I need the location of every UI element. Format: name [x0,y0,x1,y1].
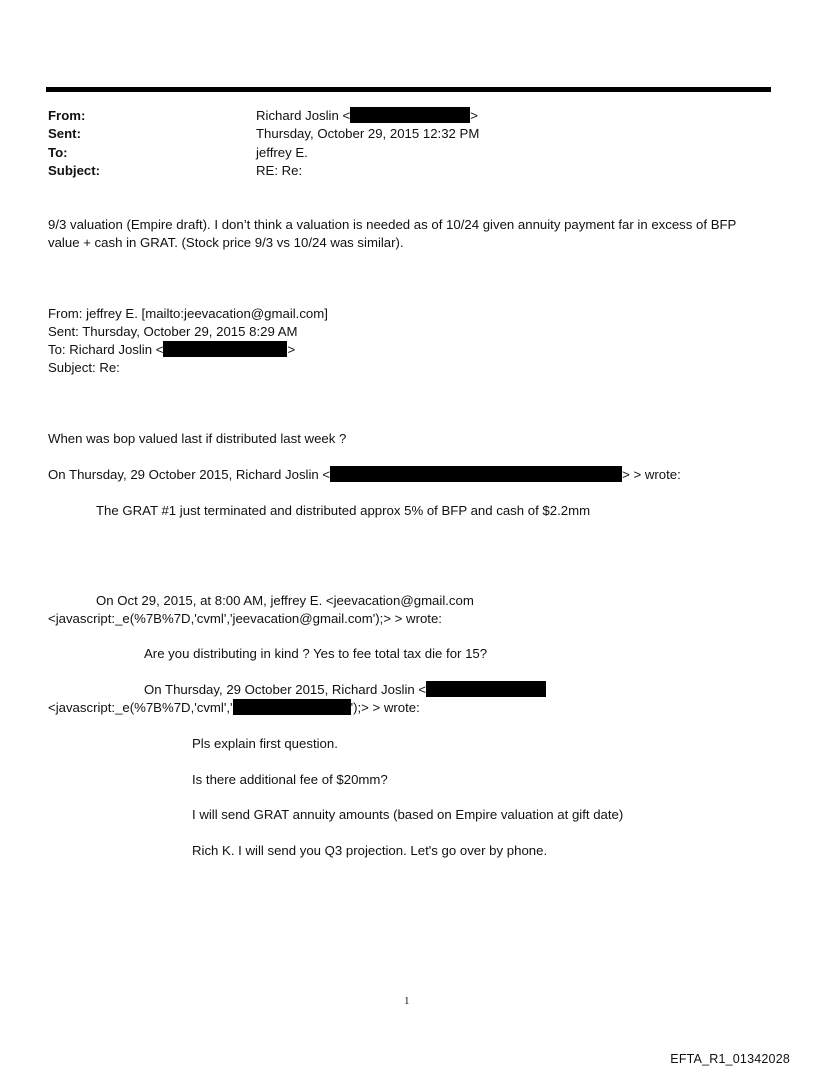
on-line-1-text: On Thursday, 29 October 2015, Richard Joslin < [48,467,331,482]
from-close: > [470,108,478,123]
redaction-box [426,681,546,697]
on-line-3a-text: On Thursday, 29 October 2015, Richard Joslin < [144,682,427,697]
from-label: From: [48,108,86,123]
on-line-3b-end: ');> > wrote: [350,700,420,715]
sent-label: Sent: [48,126,81,141]
subject-value: RE: Re: [256,163,303,178]
from-value: Richard Joslin < [256,108,351,123]
subject-label: Subject: [48,163,101,178]
redaction-box [330,466,622,482]
header-divider [46,87,771,92]
quoted-subject: Subject: Re: [48,360,120,375]
document-id-footer: EFTA_R1_01342028 [670,1052,790,1066]
body-paragraph: 9/3 valuation (Empire draft). I don’t think a valuation is needed as of 10/24 given annuity payment far in excess of BFP value + cash in GRAT. (Stock price 9/3 vs 10/24 was similar). [48,217,737,250]
on-line-1-end: > > wrote: [622,467,681,482]
redaction-box [233,699,351,715]
to-label: To: [48,145,68,160]
nested-line: Rich K. I will send you Q3 projection. Let's go over by phone. [192,843,548,858]
on-line-3b-start: <javascript:_e(%7B%7D,'cvml',' [48,700,233,715]
quoted-to-close: > [287,342,296,357]
question-line: When was bop valued last if distributed last week ? [48,431,347,446]
from-field [256,107,478,125]
grat-line: The GRAT #1 just terminated and distributed approx 5% of BFP and cash of $2.2mm [96,503,591,518]
quoted-to [48,341,295,359]
on-line-1 [48,466,681,484]
nested-line: Is there additional fee of $20mm? [192,772,388,787]
on-line-3b [48,699,420,717]
to-value: jeffrey E. [256,145,308,160]
nested-line: Pls explain first question. [192,736,338,751]
sent-value: Thursday, October 29, 2015 12:32 PM [256,126,480,141]
page-number: 1 [404,995,410,1007]
quoted-from: From: jeffrey E. [mailto:jeevacation@gmail.com] [48,306,328,321]
nested-line: I will send GRAT annuity amounts (based on Empire valuation at gift date) [192,807,624,822]
on-line-2b: <javascript:_e(%7B%7D,'cvml','jeevacation@gmail.com');> > wrote: [48,611,442,626]
on-line-2a: On Oct 29, 2015, at 8:00 AM, jeffrey E. <jeevacation@gmail.com [96,593,474,608]
on-line-3a [144,681,546,699]
redaction-box [350,107,470,123]
kind-line: Are you distributing in kind ? Yes to fee total tax die for 15? [144,646,488,661]
redaction-box [163,341,287,357]
quoted-sent: Sent: Thursday, October 29, 2015 8:29 AM [48,324,298,339]
quoted-to-text: To: Richard Joslin < [48,342,164,357]
